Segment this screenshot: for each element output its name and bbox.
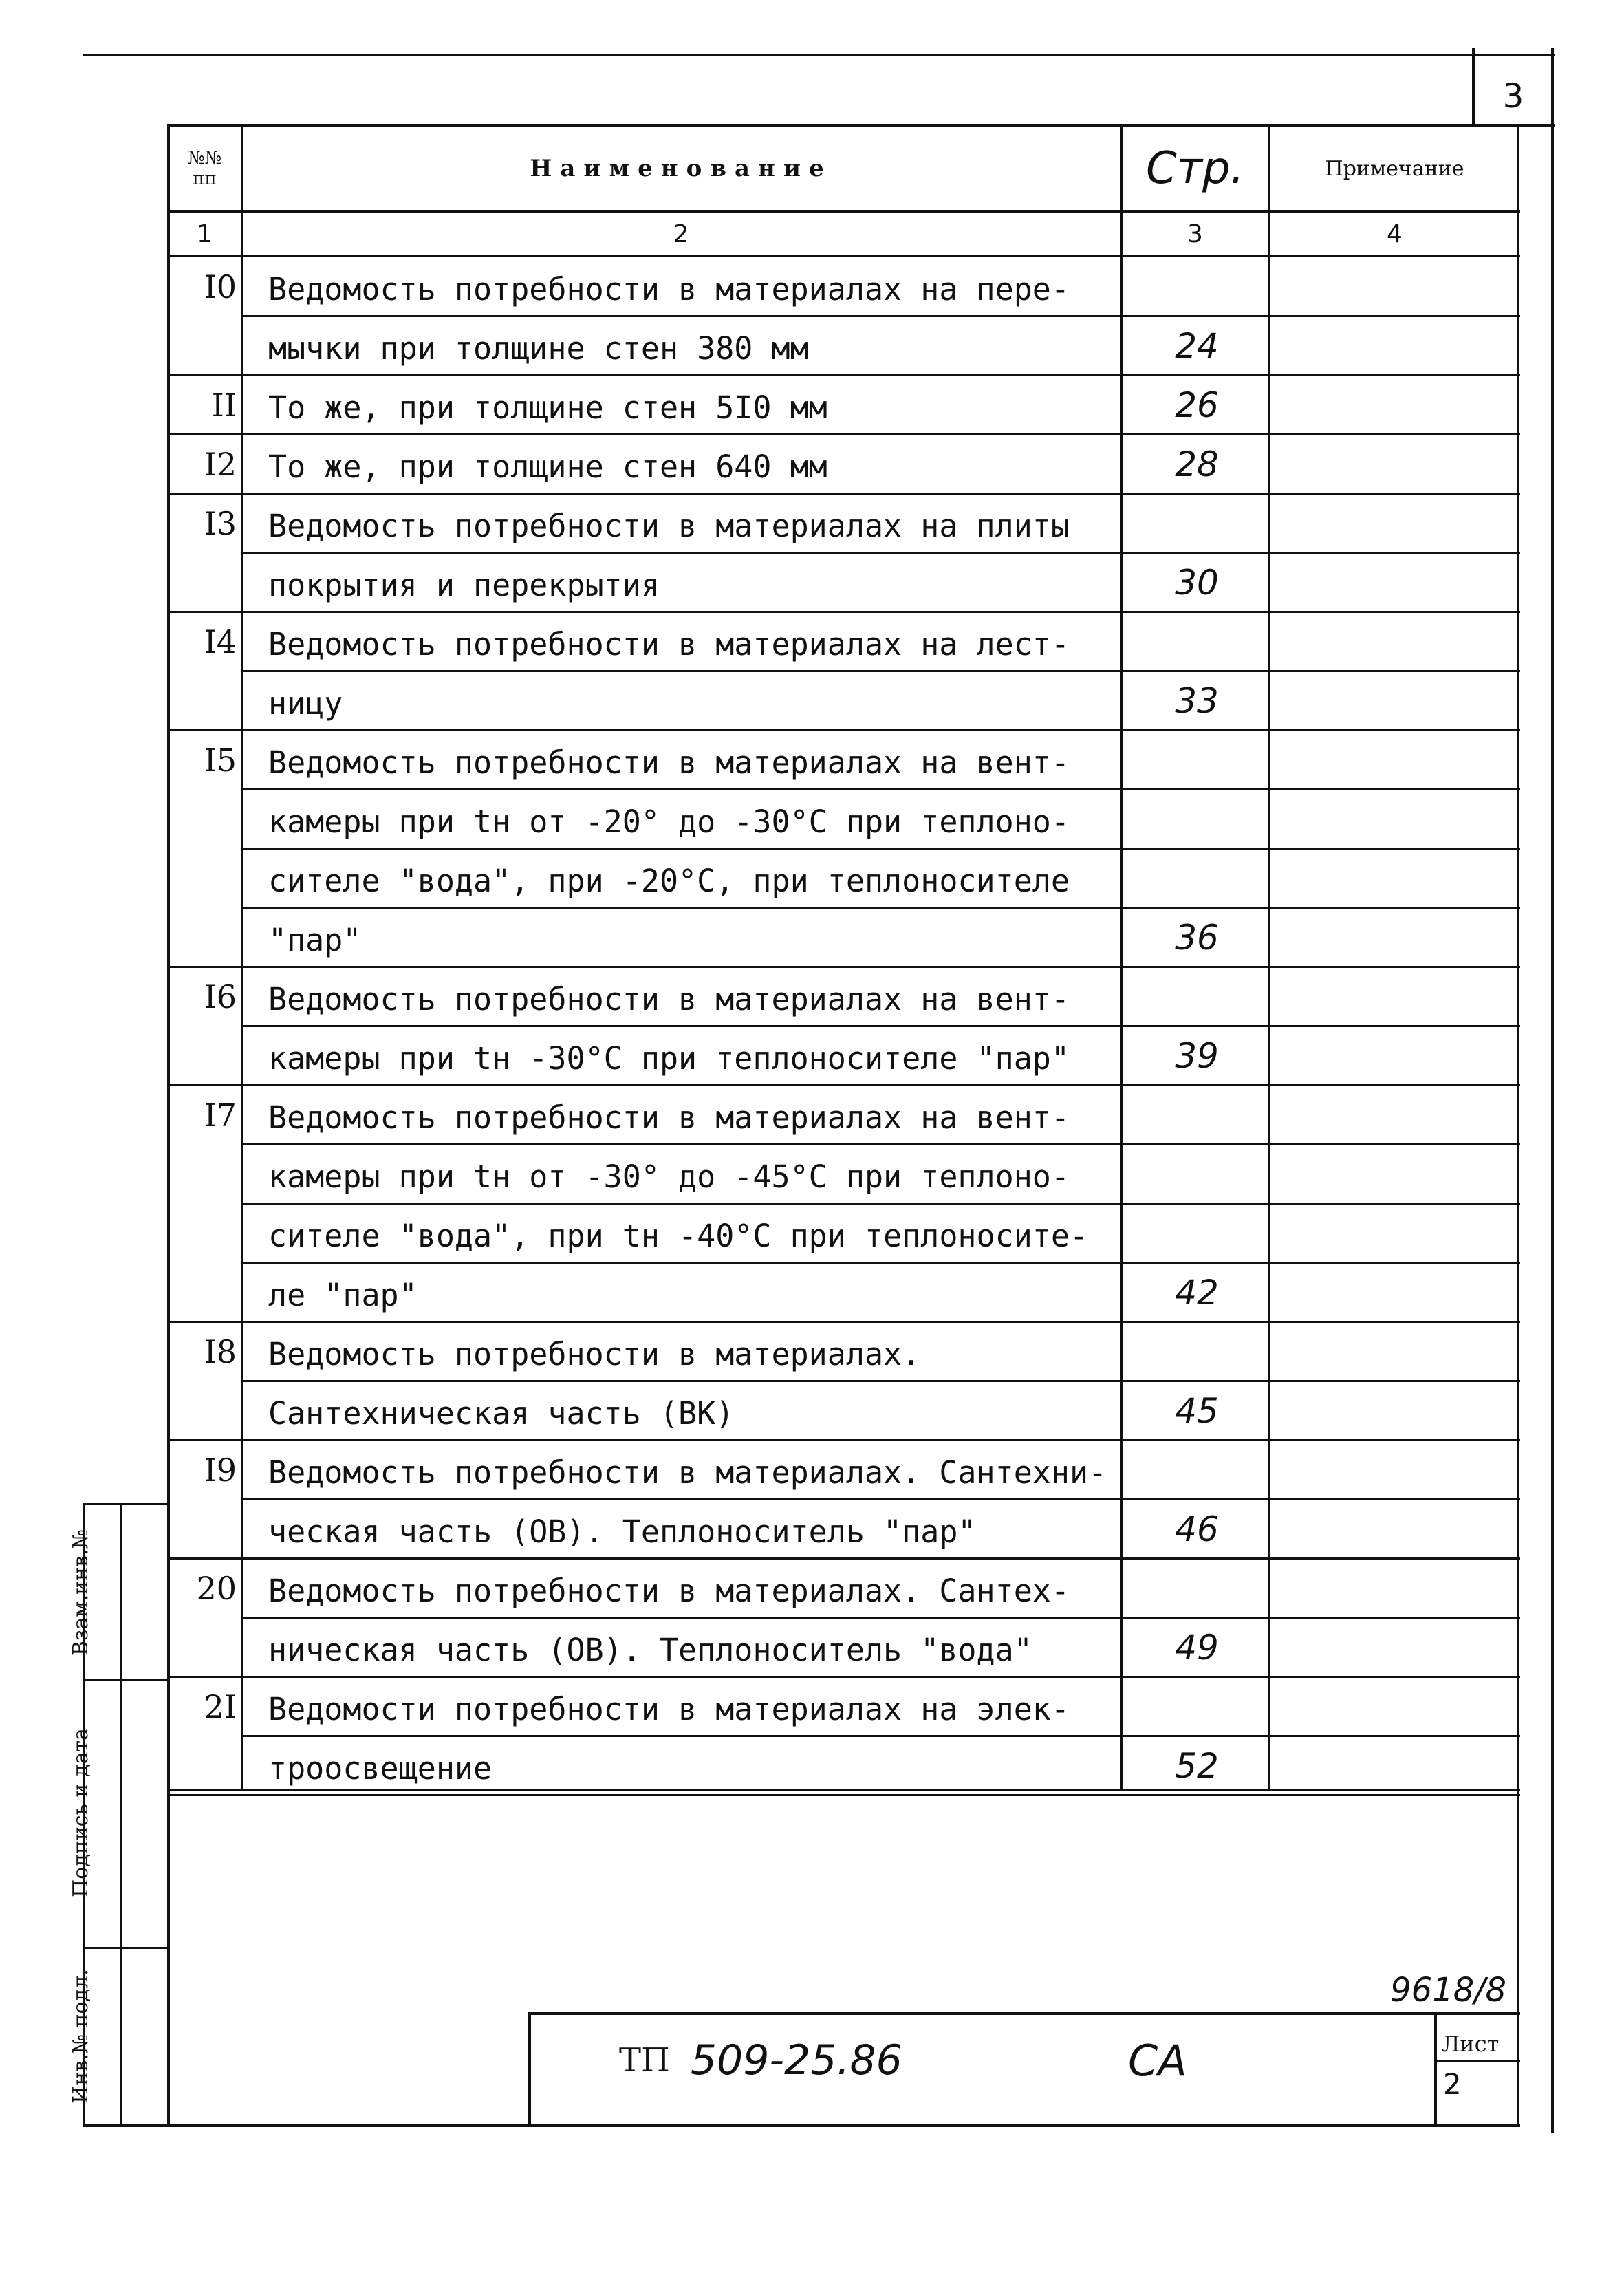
col-sep-1 (241, 124, 243, 1789)
colnum-2: 2 (673, 219, 689, 248)
tb-top (530, 2012, 1520, 2015)
row-text-line: камеры при tн от -20° до -30°С при теплоно- (268, 804, 1070, 840)
row-text-line: ницу (268, 685, 343, 722)
col-sep-3 (1268, 124, 1270, 1789)
row-page: 42 (1175, 1273, 1219, 1313)
row-line-separator (169, 1321, 1520, 1323)
row-line-separator (241, 1735, 1520, 1737)
row-page: 28 (1175, 444, 1219, 484)
row-text-line: Ведомость потребности в материалах. Сантехни- (268, 1454, 1107, 1491)
row-number: I2 (204, 446, 237, 483)
row-page: 30 (1175, 563, 1219, 603)
sheet-label: Лист (1441, 2031, 1500, 2057)
row-line-separator (241, 1617, 1520, 1619)
row-page: 24 (1175, 326, 1219, 366)
frame-right-outer (1551, 124, 1554, 2133)
row-number: I0 (204, 268, 237, 305)
row-line-separator (241, 670, 1520, 672)
row-page: 33 (1175, 681, 1219, 721)
stamp-div-1 (83, 1503, 169, 1505)
row-line-separator (241, 1262, 1520, 1264)
row-text-line: троосвещение (268, 1750, 492, 1787)
archive-number: 9618/8 (1390, 1971, 1506, 2009)
colnum-4: 4 (1387, 219, 1403, 248)
row-number: I5 (204, 742, 237, 779)
row-text-line: ческая часть (ОВ). Теплоноситель "пар" (268, 1513, 977, 1550)
doc-prefix: ТП (619, 2041, 670, 2080)
stamp-signature-date: Подпись и дата (69, 1728, 93, 1897)
row-text-line: ническая часть (ОВ). Теплоноситель "вода" (268, 1632, 1032, 1668)
colnum-bottom (169, 255, 1520, 257)
row-line-separator (241, 1025, 1520, 1027)
header-num (169, 127, 241, 210)
header-num-sub: пп (193, 169, 217, 189)
frame-bottom (83, 2124, 1520, 2127)
row-number: 20 (196, 1570, 237, 1607)
row-line-separator (169, 1439, 1520, 1441)
row-line-separator (241, 907, 1520, 909)
row-text-line: мычки при толщине стен 380 мм (268, 330, 809, 367)
page-number: 3 (1502, 77, 1524, 116)
row-line-separator (169, 1676, 1520, 1678)
row-line-separator (241, 788, 1520, 790)
row-number: 2I (204, 1688, 237, 1725)
row-page: 49 (1175, 1628, 1219, 1668)
row-text-line: Ведомость потребности в материалах. Сантех- (268, 1573, 1070, 1609)
doc-code: 509-25.86 (690, 2036, 902, 2084)
header-name: Наименование (530, 155, 832, 182)
stamp-div-2 (83, 1679, 169, 1681)
row-text-line: сителе "вода", при tн -40°С при теплоносите- (268, 1218, 1089, 1254)
page-box-left (1472, 48, 1475, 125)
row-line-separator (169, 1084, 1520, 1086)
row-number: I8 (204, 1333, 237, 1370)
row-line-separator (169, 1794, 1520, 1796)
colnum-1: 1 (197, 219, 213, 248)
row-text-line: Ведомость потребности в материалах. (268, 1336, 921, 1372)
row-text-line: камеры при tн -30°С при теплоносителе "пар" (268, 1040, 1070, 1077)
stamp-inv-original: Инв.№ подл. (69, 1969, 93, 2104)
row-text-line: ле "пар" (268, 1277, 418, 1313)
row-text-line: покрытия и перекрытия (268, 567, 660, 603)
row-line-separator (169, 729, 1520, 731)
row-line-separator (241, 848, 1520, 850)
stamp-div-3 (83, 1947, 169, 1949)
document-code (619, 2019, 1101, 2102)
header-note: Примечание (1325, 156, 1464, 181)
tb-sheet-mid (1434, 2060, 1520, 2062)
row-number: I6 (204, 978, 237, 1015)
row-line-separator (169, 1557, 1520, 1560)
row-text-line: Ведомости потребности в материалах на элек- (268, 1691, 1070, 1727)
frame-right-inner (1517, 124, 1519, 2126)
stamp-replace-inv: Взам.инв.№ (69, 1529, 93, 1656)
row-line-separator (241, 1380, 1520, 1382)
row-text-line: камеры при tн от -30° до -45°С при теплоно- (268, 1158, 1070, 1195)
table-bottom (169, 1789, 1520, 1791)
doc-section: СА (1128, 2035, 1187, 2086)
header-num-label: №№ (187, 148, 222, 169)
row-text-line: Ведомость потребности в материалах на вент- (268, 981, 1070, 1017)
row-text-line: Ведомость потребности в материалах на плиты (268, 508, 1070, 544)
tb-left (528, 2012, 531, 2126)
stamp-col-mid (120, 1503, 122, 2126)
row-line-separator (169, 493, 1520, 495)
row-line-separator (241, 1143, 1520, 1145)
frame-top (169, 124, 1555, 127)
row-text-line: сителе "вода", при -20°С, при теплоносителе (268, 863, 1070, 899)
row-page: 26 (1175, 385, 1219, 425)
header-bottom (169, 210, 1520, 213)
row-page: 46 (1175, 1509, 1219, 1549)
row-number: I9 (204, 1452, 237, 1489)
top-rule (83, 54, 1555, 56)
row-line-separator (241, 1203, 1520, 1205)
row-line-separator (169, 966, 1520, 968)
row-text-line: Сантехническая часть (ВК) (268, 1395, 735, 1432)
row-text-line: То же, при толщине стен 5I0 мм (268, 389, 827, 426)
row-text-line: Ведомость потребности в материалах на вент- (268, 744, 1070, 781)
row-page: 45 (1175, 1391, 1219, 1431)
sheet-number: 2 (1443, 2067, 1462, 2101)
row-text-line: "пар" (268, 922, 362, 958)
tb-sheet-left (1434, 2012, 1437, 2126)
row-page: 36 (1175, 918, 1219, 958)
row-text-line: Ведомость потребности в материалах на лест- (268, 626, 1070, 662)
row-line-separator (241, 315, 1520, 317)
row-line-separator (241, 1498, 1520, 1500)
page-box-right (1551, 48, 1554, 125)
row-number: I3 (204, 505, 237, 542)
colnum-3: 3 (1187, 219, 1203, 248)
row-page: 52 (1175, 1746, 1219, 1786)
row-line-separator (169, 433, 1520, 435)
header-page: Стр. (1146, 143, 1244, 194)
row-number: I7 (204, 1097, 237, 1134)
row-number: I4 (204, 623, 237, 660)
row-line-separator (241, 552, 1520, 554)
row-number: II (211, 387, 237, 424)
row-page: 39 (1175, 1036, 1219, 1076)
row-text-line: Ведомость потребности в материалах на пере- (268, 271, 1070, 308)
row-line-separator (169, 611, 1520, 613)
row-text-line: То же, при толщине стен 640 мм (268, 449, 827, 485)
row-line-separator (169, 374, 1520, 376)
row-text-line: Ведомость потребности в материалах на вент- (268, 1099, 1070, 1136)
